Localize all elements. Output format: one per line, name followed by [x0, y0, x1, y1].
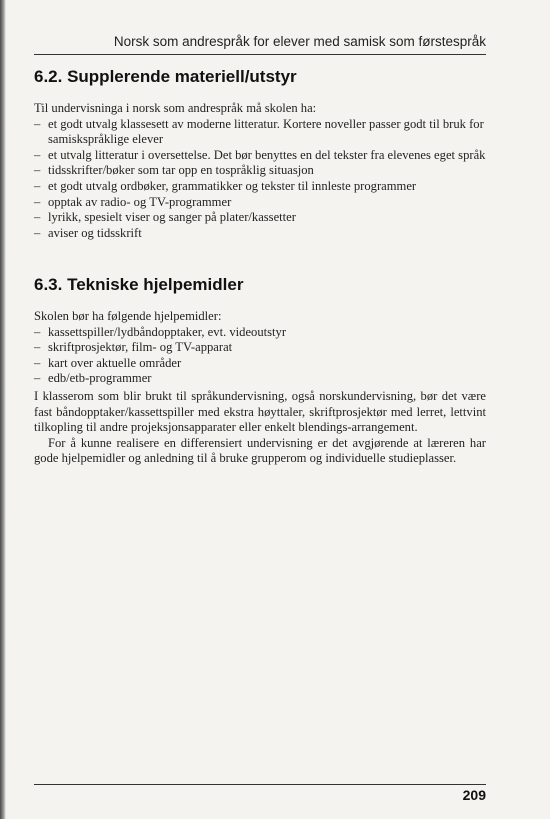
running-header: Norsk som andrespråk for elever med samisk som førstespråk	[113, 34, 486, 49]
list-item: – et godt utvalg klassesett av moderne litteratur. Kortere noveller passer godt til bruk for samiskspråklige elever	[34, 117, 486, 148]
list-item: – aviser og tidsskrift	[34, 226, 486, 242]
section-6-3-intro: Skolen bør ha følgende hjelpemidler:	[34, 309, 222, 323]
list-item: – et godt utvalg ordbøker, grammatikker og tekster til innleste programmer	[34, 179, 486, 195]
section-6-2-body	[34, 101, 486, 241]
list-item: – tidsskrifter/bøker som tar opp en tospråklig situasjon	[34, 163, 486, 179]
body-paragraph: For å kunne realisere en differensiert undervisning er det avgjørende at læreren har gode hjelpemidler og anledning til å bruke grupperom og individuelle studieplasser.	[34, 435, 486, 466]
list-item: – edb/etb-programmer	[34, 371, 486, 387]
list-item: – kart over aktuelle områder	[34, 356, 486, 372]
page-number: 209	[462, 787, 486, 803]
section-6-3-body	[34, 309, 486, 387]
section-6-3-paragraphs	[34, 389, 486, 467]
footer-rule	[34, 784, 486, 785]
list-item: – skriftprosjektør, film- og TV-apparat	[34, 340, 486, 356]
section-6-2-list	[34, 117, 486, 242]
list-item: – opptak av radio- og TV-programmer	[34, 195, 486, 211]
list-item: – lyrikk, spesielt viser og sanger på plater/kassetter	[34, 210, 486, 226]
body-paragraph: I klasserom som blir brukt til språkundervisning, også norskundervisning, bør det være fast båndopptaker/kassettspiller med ekstra høyttaler, skriftprosjektør med lerret, lettvint tilkopling til andre projeksjonsapparater eller enkelt blendings-arrangement.	[34, 389, 486, 435]
list-item: – et utvalg litteratur i oversettelse. Det bør benyttes en del tekster fra elevenes eget språk	[34, 148, 486, 164]
section-heading-6-2: 6.2. Supplerende materiell/utstyr	[34, 67, 297, 86]
section-6-3-list	[34, 325, 486, 387]
section-6-2-intro: Til undervisninga i norsk som andrespråk må skolen ha:	[34, 101, 317, 115]
list-item: – kassettspiller/lydbåndopptaker, evt. videoutstyr	[34, 325, 486, 341]
header-rule	[34, 54, 486, 55]
section-heading-6-3: 6.3. Tekniske hjelpemidler	[34, 275, 244, 294]
page-edge-shadow	[0, 0, 6, 819]
